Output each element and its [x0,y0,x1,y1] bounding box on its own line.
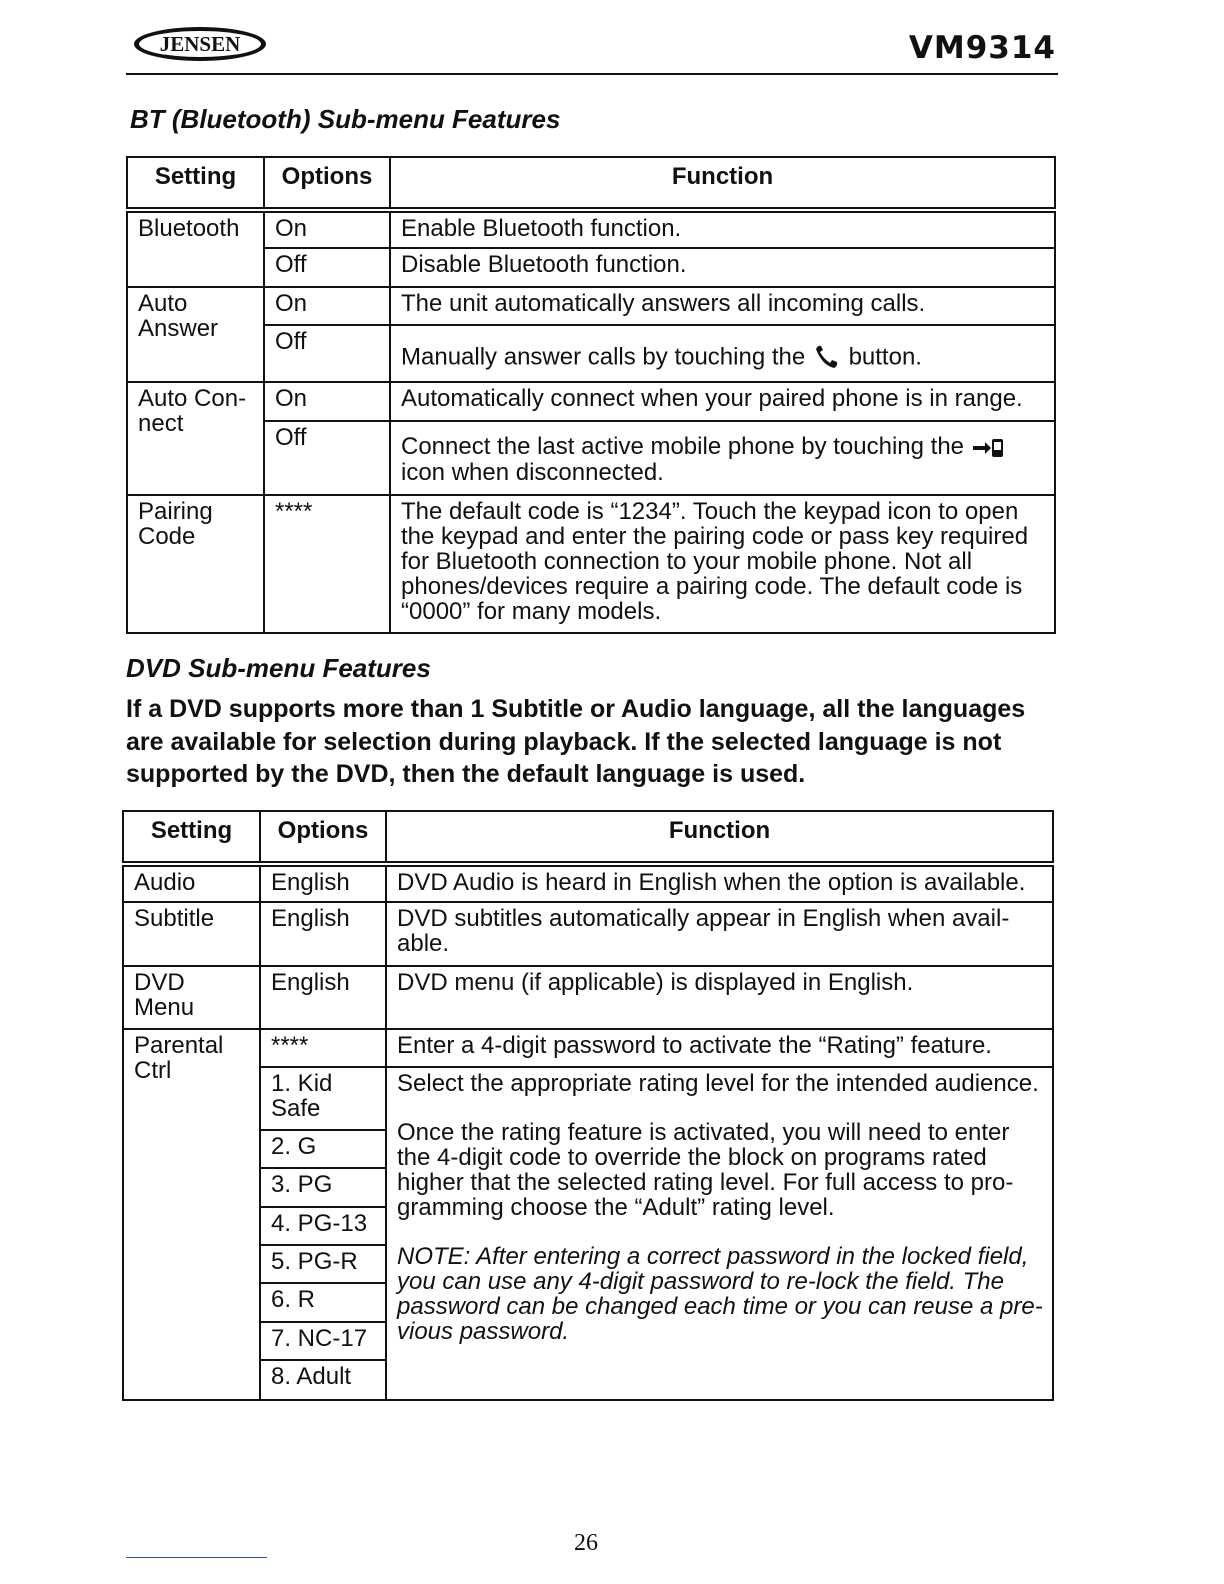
function-text: Connect the last active mobile phone by touching the [401,433,965,460]
page-number: 26 [574,1530,598,1556]
function-cell: The unit automatically answers all incoming calls. [390,287,1055,325]
column-header: Function [386,811,1053,864]
table-row [127,421,1055,495]
table-row [123,864,1053,902]
setting-cell: Audio [123,864,260,902]
dvd-intro-paragraph: If a DVD supports more than 1 Subtitle or Audio language, all the languages are available for selection during playback. If the selected language is not supported by the DVD, then the default language is used. [126,695,1026,788]
column-header: Options [264,157,390,210]
rating-function-cell [386,1067,1053,1400]
option-cell: Off [264,325,390,382]
column-header: Setting [127,157,264,210]
svg-text:JENSEN: JENSEN [159,32,241,56]
reconnect-icon [971,436,1005,460]
function-cell: DVD Audio is heard in English when the option is available. [386,864,1053,902]
model-number: VM9314 [908,30,1056,66]
option-cell: Off [264,421,390,495]
function-cell: Enter a 4-digit password to activate the “Rating” feature. [386,1029,1053,1067]
column-header: Setting [123,811,260,864]
table-row [127,248,1055,287]
table-row [123,966,1053,1029]
table-row [127,495,1055,633]
phone-answer-icon [812,343,842,373]
option-cell: English [260,902,386,966]
dvd-settings-table [122,810,1054,1401]
option-cell: English [260,864,386,902]
function-cell: Disable Bluetooth function. [390,248,1055,287]
setting-cell: Auto Con-nect [127,382,264,495]
bt-section-title: BT (Bluetooth) Sub-menu Features [130,104,561,134]
option-cell: Off [264,248,390,287]
function-text: Manually answer calls by touching the [401,343,806,371]
table-row [123,1029,1053,1067]
jensen-logo [130,24,278,64]
table-row [127,325,1055,382]
table-row [127,382,1055,421]
option-cell: On [264,382,390,421]
function-cell [390,421,1055,495]
rating-option-cell: 7. NC-17 [260,1322,386,1360]
option-cell: On [264,210,390,248]
option-cell: **** [264,495,390,633]
function-cell: The default code is “1234”. Touch the keypad icon to open the keypad and enter the pairing code or pass key required for Bluetooth connection to your mobile phone. Not all phones/devices require a pairing code. The default code is “0000” for many models. [390,495,1055,633]
rating-option-cell: 6. R [260,1283,386,1322]
header-divider [126,73,1058,75]
rating-option-cell: 8. Adult [260,1360,386,1400]
option-cell: **** [260,1029,386,1067]
setting-cell: Subtitle [123,902,260,966]
rating-detail-text: Once the rating feature is activated, you will need to enter the 4-digit code to override the block on programs rated higher that the selected rating level. For full access to pro-gramming choose the “Adult” rating level. [397,1119,1014,1221]
rating-option-cell: 4. PG-13 [260,1207,386,1245]
function-cell [390,325,1055,382]
bt-settings-table [126,156,1056,634]
function-text: icon when disconnected. [401,458,664,486]
footer-rule [126,1557,267,1558]
table-header-row [123,811,1053,864]
dvd-section-title: DVD Sub-menu Features [126,653,431,683]
function-cell: Automatically connect when your paired phone is in range. [390,382,1055,421]
setting-cell: Pairing Code [127,495,264,633]
rating-option-cell: 1. Kid Safe [260,1067,386,1130]
rating-function-text: Select the appropriate rating level for the intended audience. [397,1070,1039,1097]
table-row [123,1067,1053,1130]
function-text: button. [848,343,922,371]
rating-option-cell: 5. PG-R [260,1245,386,1283]
function-cell: Enable Bluetooth function. [390,210,1055,248]
setting-cell: Auto Answer [127,287,264,382]
table-row [123,902,1053,966]
option-cell: English [260,966,386,1029]
table-header-row [127,157,1055,210]
table-row [127,287,1055,325]
rating-option-cell: 2. G [260,1130,386,1168]
setting-cell: Parental Ctrl [123,1029,260,1400]
column-header: Options [260,811,386,864]
rating-option-cell: 3. PG [260,1168,386,1207]
function-cell: DVD menu (if applicable) is displayed in English. [386,966,1053,1029]
setting-cell: DVD Menu [123,966,260,1029]
function-cell: DVD subtitles automatically appear in English when avail-able. [386,902,1053,966]
setting-cell: Bluetooth [127,210,264,287]
rating-note-text: NOTE: After entering a correct password in the locked field, you can use any 4-digit password to re-lock the field. The password can be changed each time or you can reuse a pre-vious password. [397,1243,1043,1345]
table-row [127,210,1055,248]
column-header: Function [390,157,1055,210]
option-cell: On [264,287,390,325]
